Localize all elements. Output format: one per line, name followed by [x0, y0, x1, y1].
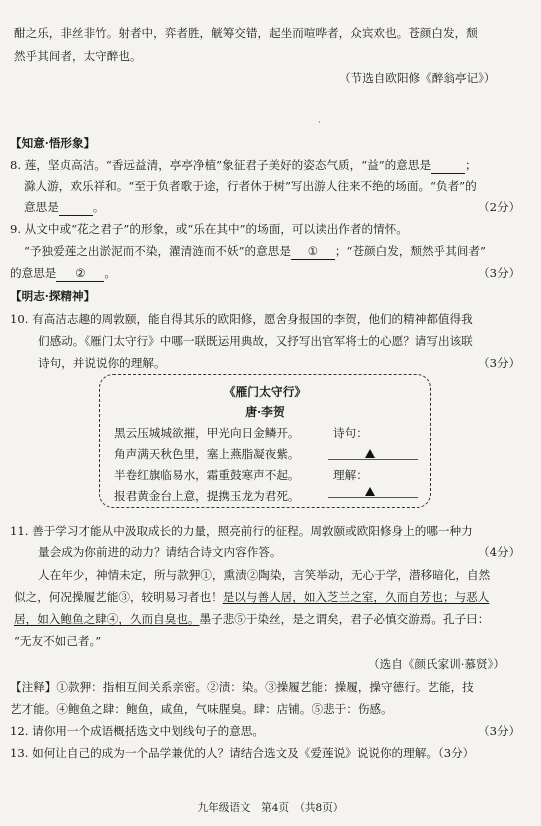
annotation-line: 【注释】①款狎：指相互间关系亲密。②渍：染。③操履艺能：操履，操守德行。艺能，技: [10, 680, 474, 694]
answer-line: [328, 497, 418, 498]
answer-blank-1[interactable]: ①: [291, 243, 335, 260]
question-13-line: 13. 如何让自己的成为一个品学兼优的人？请结合选文及《爱莲说》说说你的理解。（3分）: [10, 746, 475, 760]
question-text: 的意思是: [10, 266, 57, 280]
punct: 。: [92, 200, 105, 214]
score-label: （3分）: [478, 356, 521, 370]
underlined-sentence: 居，如入鲍鱼之肆④，久而自臭也。: [14, 612, 200, 626]
poem-line: 角声满天秋色里，塞上燕脂凝夜紫。: [114, 447, 300, 461]
answer-triangle-icon[interactable]: [365, 449, 375, 458]
answer-line: [328, 459, 418, 460]
source-citation: （选自《颜氏家训·慕贤》）: [368, 657, 506, 671]
question-9-line: [10, 265, 116, 282]
question-8-line: [10, 157, 477, 174]
poem-author: 唐·李贺: [245, 405, 285, 419]
section-heading: 【知意·悟形象】: [10, 136, 96, 150]
question-9-line: 9. 从文中或“花之君子”的形象，或“乐在其中”的场面，可以读出作者的情怀。: [10, 222, 408, 236]
question-9-line: [24, 243, 486, 260]
answer-blank-2[interactable]: ②: [56, 265, 104, 282]
question-text: ；“苍颜白发，颓然乎其间者”: [334, 244, 486, 258]
question-12-line: 12. 请你用一个成语概括选文中划线句子的意思。: [10, 724, 264, 738]
stray-mark: ·: [318, 118, 321, 128]
section-heading: 【明志·探精神】: [10, 289, 96, 303]
answer-blank[interactable]: [431, 157, 465, 174]
passage-line: “无友不如己者。”: [14, 634, 102, 648]
poem-line: 报君黄金台上意，提携玉龙为君死。: [114, 489, 300, 503]
punct: ；: [465, 158, 477, 172]
passage-text: 墨子悲⑤于染丝，是之谓矣，君子必慎交游焉。孔子曰：: [199, 612, 490, 626]
passage-line: [14, 589, 489, 605]
passage-line: 酣之乐，非丝非竹。射者中，弈者胜，觥筹交错，起坐而喧哗者，众宾欢也。苍颜白发，颓: [14, 26, 478, 40]
punct: 。: [104, 266, 116, 280]
passage-line: [14, 611, 489, 627]
score-label: （3分）: [478, 724, 521, 738]
question-10-line: 诗句，并说说你的理解。: [38, 356, 166, 370]
passage-text: 似之，何况操履艺能③，较明易习者也！: [14, 590, 223, 604]
answer-triangle-icon[interactable]: [365, 487, 375, 496]
question-8-line: 滁人游，欢乐祥和。“至于负者歌于途，行者休于树”写出游人往来不绝的场面。“负者”的: [24, 179, 477, 193]
label-poem-lines: 诗句：: [333, 426, 368, 440]
question-11-line: 11. 善于学习才能从中汲取成长的力量，照亮前行的征程。周敦颐或欧阳修身上的哪一种力: [10, 524, 473, 538]
label-understanding: 理解：: [333, 468, 368, 482]
poem-title: 《雁门太守行》: [223, 385, 307, 399]
question-text: 意思是: [24, 200, 59, 214]
question-10-line: 10. 有高洁志趣的周敦颐，能自得其乐的欧阳修，愿舍身报国的李贺，他们的精神都值得我: [10, 312, 473, 326]
poem-line: 黑云压城城欲摧，甲光向日金鳞开。: [114, 426, 300, 440]
score-label: （2分）: [478, 200, 521, 214]
passage-line: 人在年少，神情未定，所与款狎①，熏渍②陶染，言笑举动，无心于学，潜移暗化，自然: [38, 568, 491, 582]
question-text: 8. 莲，坚贞高洁。“香远益清，亭亭净植”象征君子美好的姿态气质，“益”的意思是: [10, 158, 432, 172]
question-text: “予独爱莲之出淤泥而不染，濯清涟而不妖”的意思是: [24, 244, 291, 258]
passage-line: 然乎其间者，太守醉也。: [14, 49, 142, 63]
score-label: （4分）: [478, 545, 521, 559]
question-10-line: 们感动。《雁门太守行》中哪一联既运用典故，又抒写出官军将士的心愿？请写出该联: [38, 334, 473, 348]
poem-box: [99, 374, 431, 508]
question-8-line: [24, 199, 104, 216]
answer-blank[interactable]: [59, 199, 93, 216]
annotation-line: 艺才能。④鲍鱼之肆：鲍鱼，咸鱼，气味腥臭。肆：店铺。⑤悲于：伤感。: [10, 702, 393, 716]
source-citation: （节选自欧阳修《醉翁亭记》）: [339, 71, 496, 85]
underlined-sentence: 是以与善人居，如入芝兰之室，久而自芳也；与恶人: [222, 590, 490, 604]
question-11-line: 量会成为你前进的动力？请结合诗文内容作答。: [38, 545, 282, 559]
poem-line: 半卷红旗临易水，霜重鼓寒声不起。: [114, 468, 300, 482]
score-label: （3分）: [478, 266, 521, 280]
page-footer: 九年级语文 第4页 （共8页）: [197, 802, 344, 814]
